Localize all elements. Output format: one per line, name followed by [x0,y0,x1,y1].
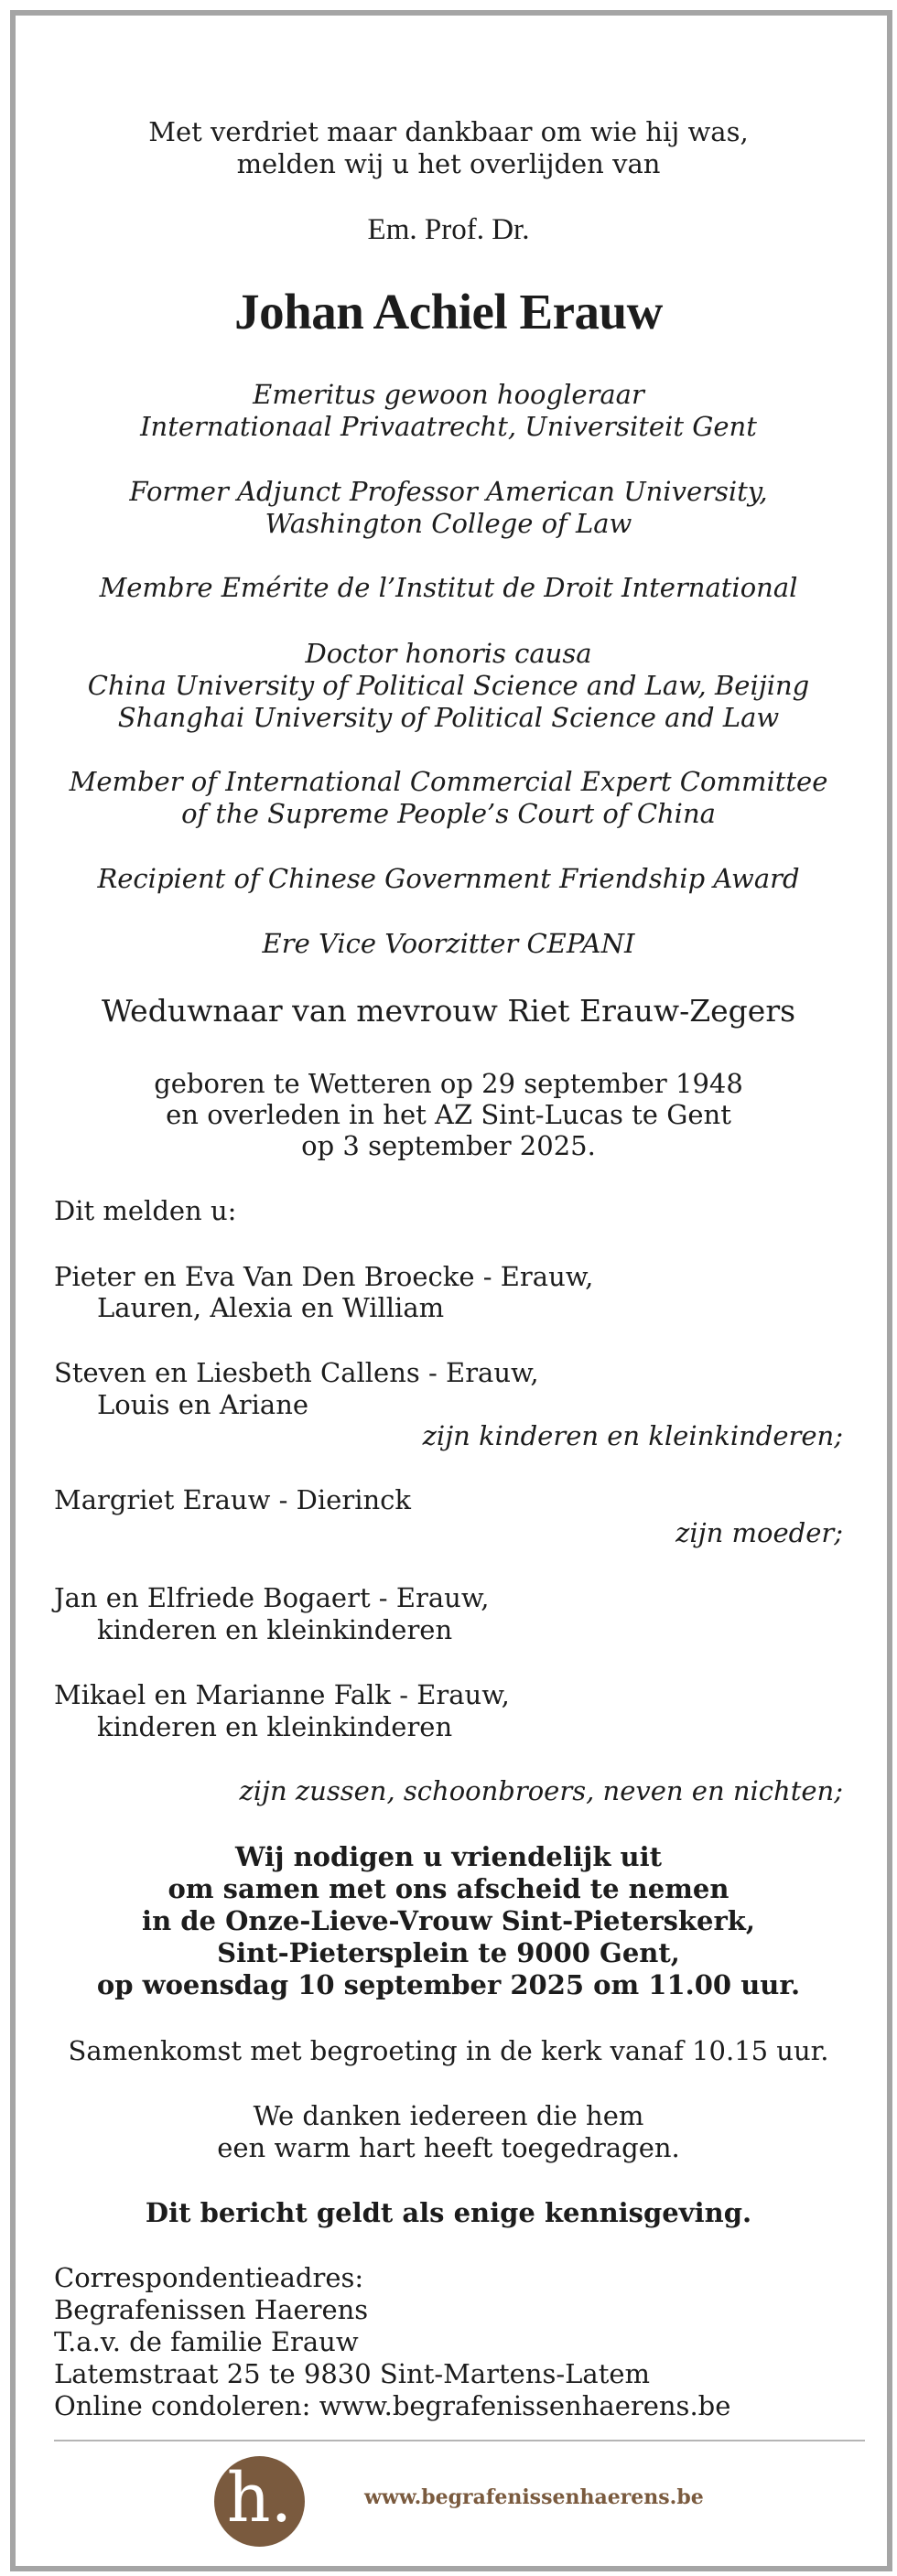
address-line: Begrafenissen Haerens [54,2294,369,2325]
logo-letter: h. [226,2459,293,2538]
family-member: kinderen en kleinkinderen [97,1711,453,1742]
relation-line: zijn moeder; [675,1517,843,1548]
address-line: Latemstraat 25 te 9830 Sint-Martens-Latem [54,2358,651,2389]
family-member: Steven en Liesbeth Callens - Erauw, [54,1357,539,1388]
credential-line: China University of Political Science and Law, Beijing [87,670,810,701]
family-member: Mikael en Marianne Falk - Erauw, [54,1679,510,1710]
funeral-home-logo [214,2456,305,2547]
credential-line: Doctor honoris causa [305,638,592,669]
credential-line: Shanghai University of Political Science and Law [117,702,780,733]
invitation-line: om samen met ons afscheid te nemen [168,1873,729,1904]
deceased-name: Johan Achiel Erauw [234,284,663,340]
intro-line-1: Met verdriet maar dankbaar om wie hij was, [148,116,749,147]
invitation-line: Sint-Pietersplein te 9000 Gent, [217,1937,680,1968]
relation-line: zijn zussen, schoonbroers, neven en nichten; [239,1775,843,1806]
credential-line: Internationaal Privaatrecht, Universiteit Gent [140,411,757,442]
notice-line: Dit bericht geldt als enige kennisgeving. [145,2197,752,2228]
family-member: Jan en Elfriede Bogaert - Erauw, [54,1582,490,1613]
credential-line: Recipient of Chinese Government Friendship Award [97,863,800,894]
invitation-line: op woensdag 10 september 2025 om 11.00 uur. [96,1969,801,2000]
birth-line: geboren te Wetteren op 29 september 1948 [154,1068,743,1099]
credential-line: Emeritus gewoon hoogleraar [253,379,644,410]
thanks-line: een warm hart heeft toegedragen. [217,2132,680,2163]
gathering-line: Samenkomst met begroeting in de kerk vanaf 10.15 uur. [68,2035,829,2066]
funeral-home-url[interactable]: www.begrafenissenhaerens.be [364,2485,704,2509]
family-intro: Dit melden u: [54,1195,237,1226]
credential-line: of the Supreme People’s Court of China [181,798,716,829]
family-member: Louis en Ariane [97,1389,309,1420]
relation-line: zijn kinderen en kleinkinderen; [422,1420,843,1451]
family-member: Margriet Erauw - Dierinck [54,1484,411,1515]
credential-line: Membre Emérite de l’Institut de Droit International [99,572,798,603]
death-date-line: op 3 september 2025. [301,1130,596,1161]
family-member: kinderen en kleinkinderen [97,1614,453,1645]
credential-line: Ere Vice Voorzitter CEPANI [262,928,635,959]
invitation-line: Wij nodigen u vriendelijk uit [234,1841,663,1872]
address-line: Correspondentieadres: [54,2262,364,2293]
address-line: T.a.v. de familie Erauw [54,2326,359,2357]
credential-line: Washington College of Law [265,508,632,539]
credential-line: Member of International Commercial Expert Committee [69,766,828,797]
academic-title: Em. Prof. Dr. [367,213,530,246]
credential-line: Former Adjunct Professor American University, [129,476,768,507]
widower-line: Weduwnaar van mevrouw Riet Erauw-Zegers [101,993,796,1029]
thanks-line: We danken iedereen die hem [253,2100,644,2131]
death-line: en overleden in het AZ Sint-Lucas te Gent [166,1099,731,1130]
footer-divider [54,2440,865,2441]
invitation-line: in de Onze-Lieve-Vrouw Sint-Pieterskerk, [142,1905,755,1936]
condolence-link: Online condoleren: www.begrafenissenhaerens.be [54,2390,731,2421]
intro-line-2: melden wij u het overlijden van [236,148,661,179]
family-member: Lauren, Alexia en William [97,1292,445,1323]
family-member: Pieter en Eva Van Den Broecke - Erauw, [54,1261,594,1292]
